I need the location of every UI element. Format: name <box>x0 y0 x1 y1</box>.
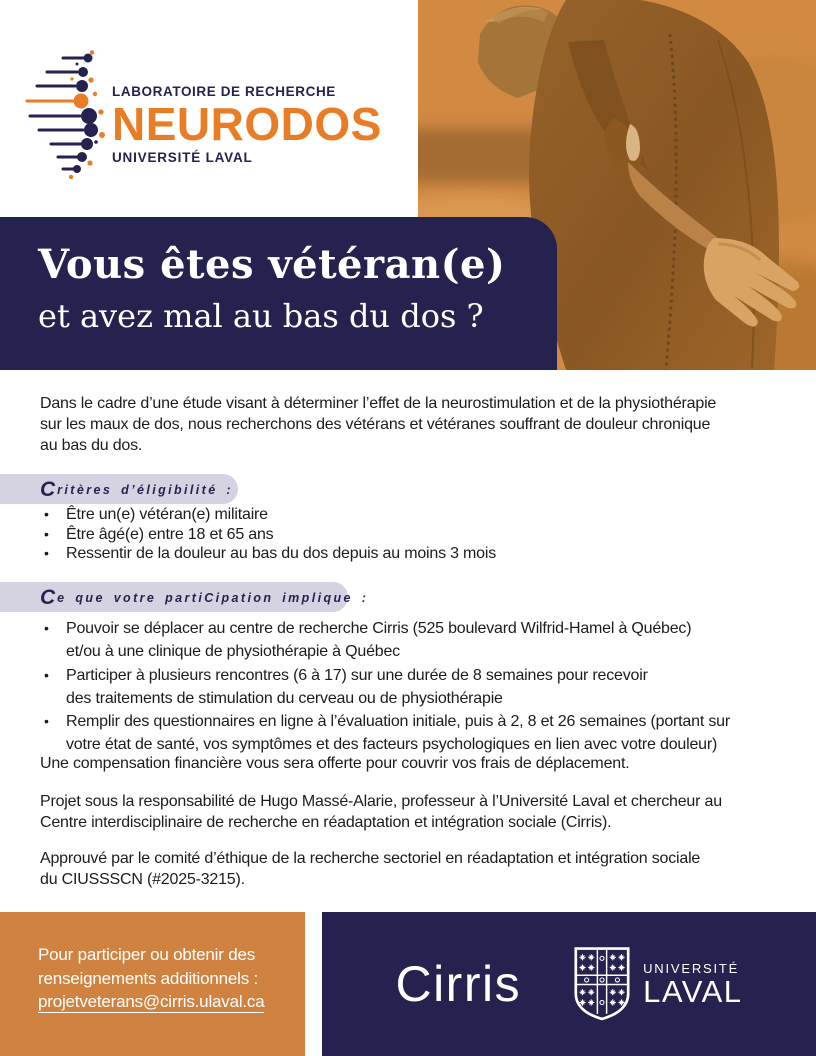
intro-paragraph <box>40 393 800 456</box>
list-item: • Ressentir de la douleur au bas du dos depuis au moins 3 mois <box>42 544 797 564</box>
participation-heading-initial: C <box>40 585 58 609</box>
compensation-paragraph: Une compensation financière vous sera offerte pour couvrir vos frais de déplacement. <box>40 755 630 772</box>
participation-list <box>42 617 797 757</box>
list-item-line: des traitements de stimulation du cerveau ou de physiothérapie <box>66 689 503 707</box>
intro-line: sur les maux de dos, nous recherchons des vétérans et vétéranes souffrant de douleur chronique <box>40 416 711 433</box>
approval-paragraph <box>40 848 800 890</box>
list-item-line: • Participer à plusieurs rencontres (6 à 17) sur une durée de 8 semaines pour recevoir <box>66 666 648 684</box>
list-item: • Être un(e) vétéran(e) militaire <box>42 505 797 525</box>
contact-email-link[interactable]: projetveterans@cirris.ulaval.ca <box>38 992 265 1011</box>
responsibility-line: Centre interdisciplinaire de recherche en réadaptation et intégration sociale (Cirris). <box>40 814 612 831</box>
ul-universite-label: UNIVERSITÉ <box>643 961 740 976</box>
list-item-line: et/ou à une clinique de physiothérapie à Québec <box>66 643 400 661</box>
eligibility-heading-initial: C <box>40 477 58 501</box>
ul-laval-label: LAVAL <box>643 974 743 1009</box>
contact-box <box>0 912 305 1056</box>
participation-heading-text: e que votre partiCipation implique : <box>57 590 369 605</box>
logo-university-label: UNIVERSITÉ LAVAL <box>112 150 253 165</box>
list-item-line: votre état de santé, vos symptômes et des facteurs psychologiques en lien avec votre douleur) <box>66 736 718 754</box>
list-item <box>42 617 797 664</box>
headline-banner <box>0 217 557 370</box>
cirris-logo: Cirris <box>395 956 522 1012</box>
approval-line: du CIUSSSCN (#2025-3215). <box>40 871 245 888</box>
contact-line: renseignements additionnels : <box>38 968 259 988</box>
logo-neurodos-label: NEURODOS <box>112 98 382 150</box>
neurodos-logo <box>25 48 405 183</box>
list-item: • Être âgé(e) entre 18 et 65 ans <box>42 525 797 545</box>
list-item <box>42 664 797 711</box>
eligibility-list <box>42 505 797 564</box>
approval-line: Approuvé par le comité d’éthique de la recherche sectoriel en réadaptation et intégration sociale <box>40 850 701 867</box>
eligibility-heading-text: ritères d’éligibilité : <box>57 482 233 497</box>
headline-subtitle: et avez mal au bas du dos ? <box>38 297 484 335</box>
universite-laval-logo <box>573 946 742 1022</box>
responsibility-paragraph <box>40 791 800 833</box>
partner-logos-box <box>322 912 816 1056</box>
list-item-line: • Remplir des questionnaires en ligne à l’évaluation initiale, puis à 2, 8 et 26 semaines (portant sur <box>66 713 730 731</box>
intro-line: au bas du dos. <box>40 437 143 454</box>
logo-lab-label: LABORATOIRE DE RECHERCHE <box>112 84 336 99</box>
responsibility-line: Projet sous la responsabilité de Hugo Massé-Alarie, professeur à l’Université Laval et chercheur au <box>40 793 722 810</box>
eligibility-heading <box>0 474 238 504</box>
ul-shield-icon <box>573 946 631 1022</box>
contact-line: Pour participer ou obtenir des <box>38 945 256 964</box>
intro-line: Dans le cadre d’une étude visant à déterminer l’effet de la neurostimulation et de la physiothérapie <box>40 395 717 412</box>
list-item-line: • Pouvoir se déplacer au centre de recherche Cirris (525 boulevard Wilfrid-Hamel à Québec) <box>66 620 692 637</box>
headline-title: Vous êtes vétéran(e) <box>38 241 506 288</box>
participation-heading <box>0 582 369 612</box>
list-item <box>42 710 797 757</box>
spine-icon <box>25 50 125 180</box>
